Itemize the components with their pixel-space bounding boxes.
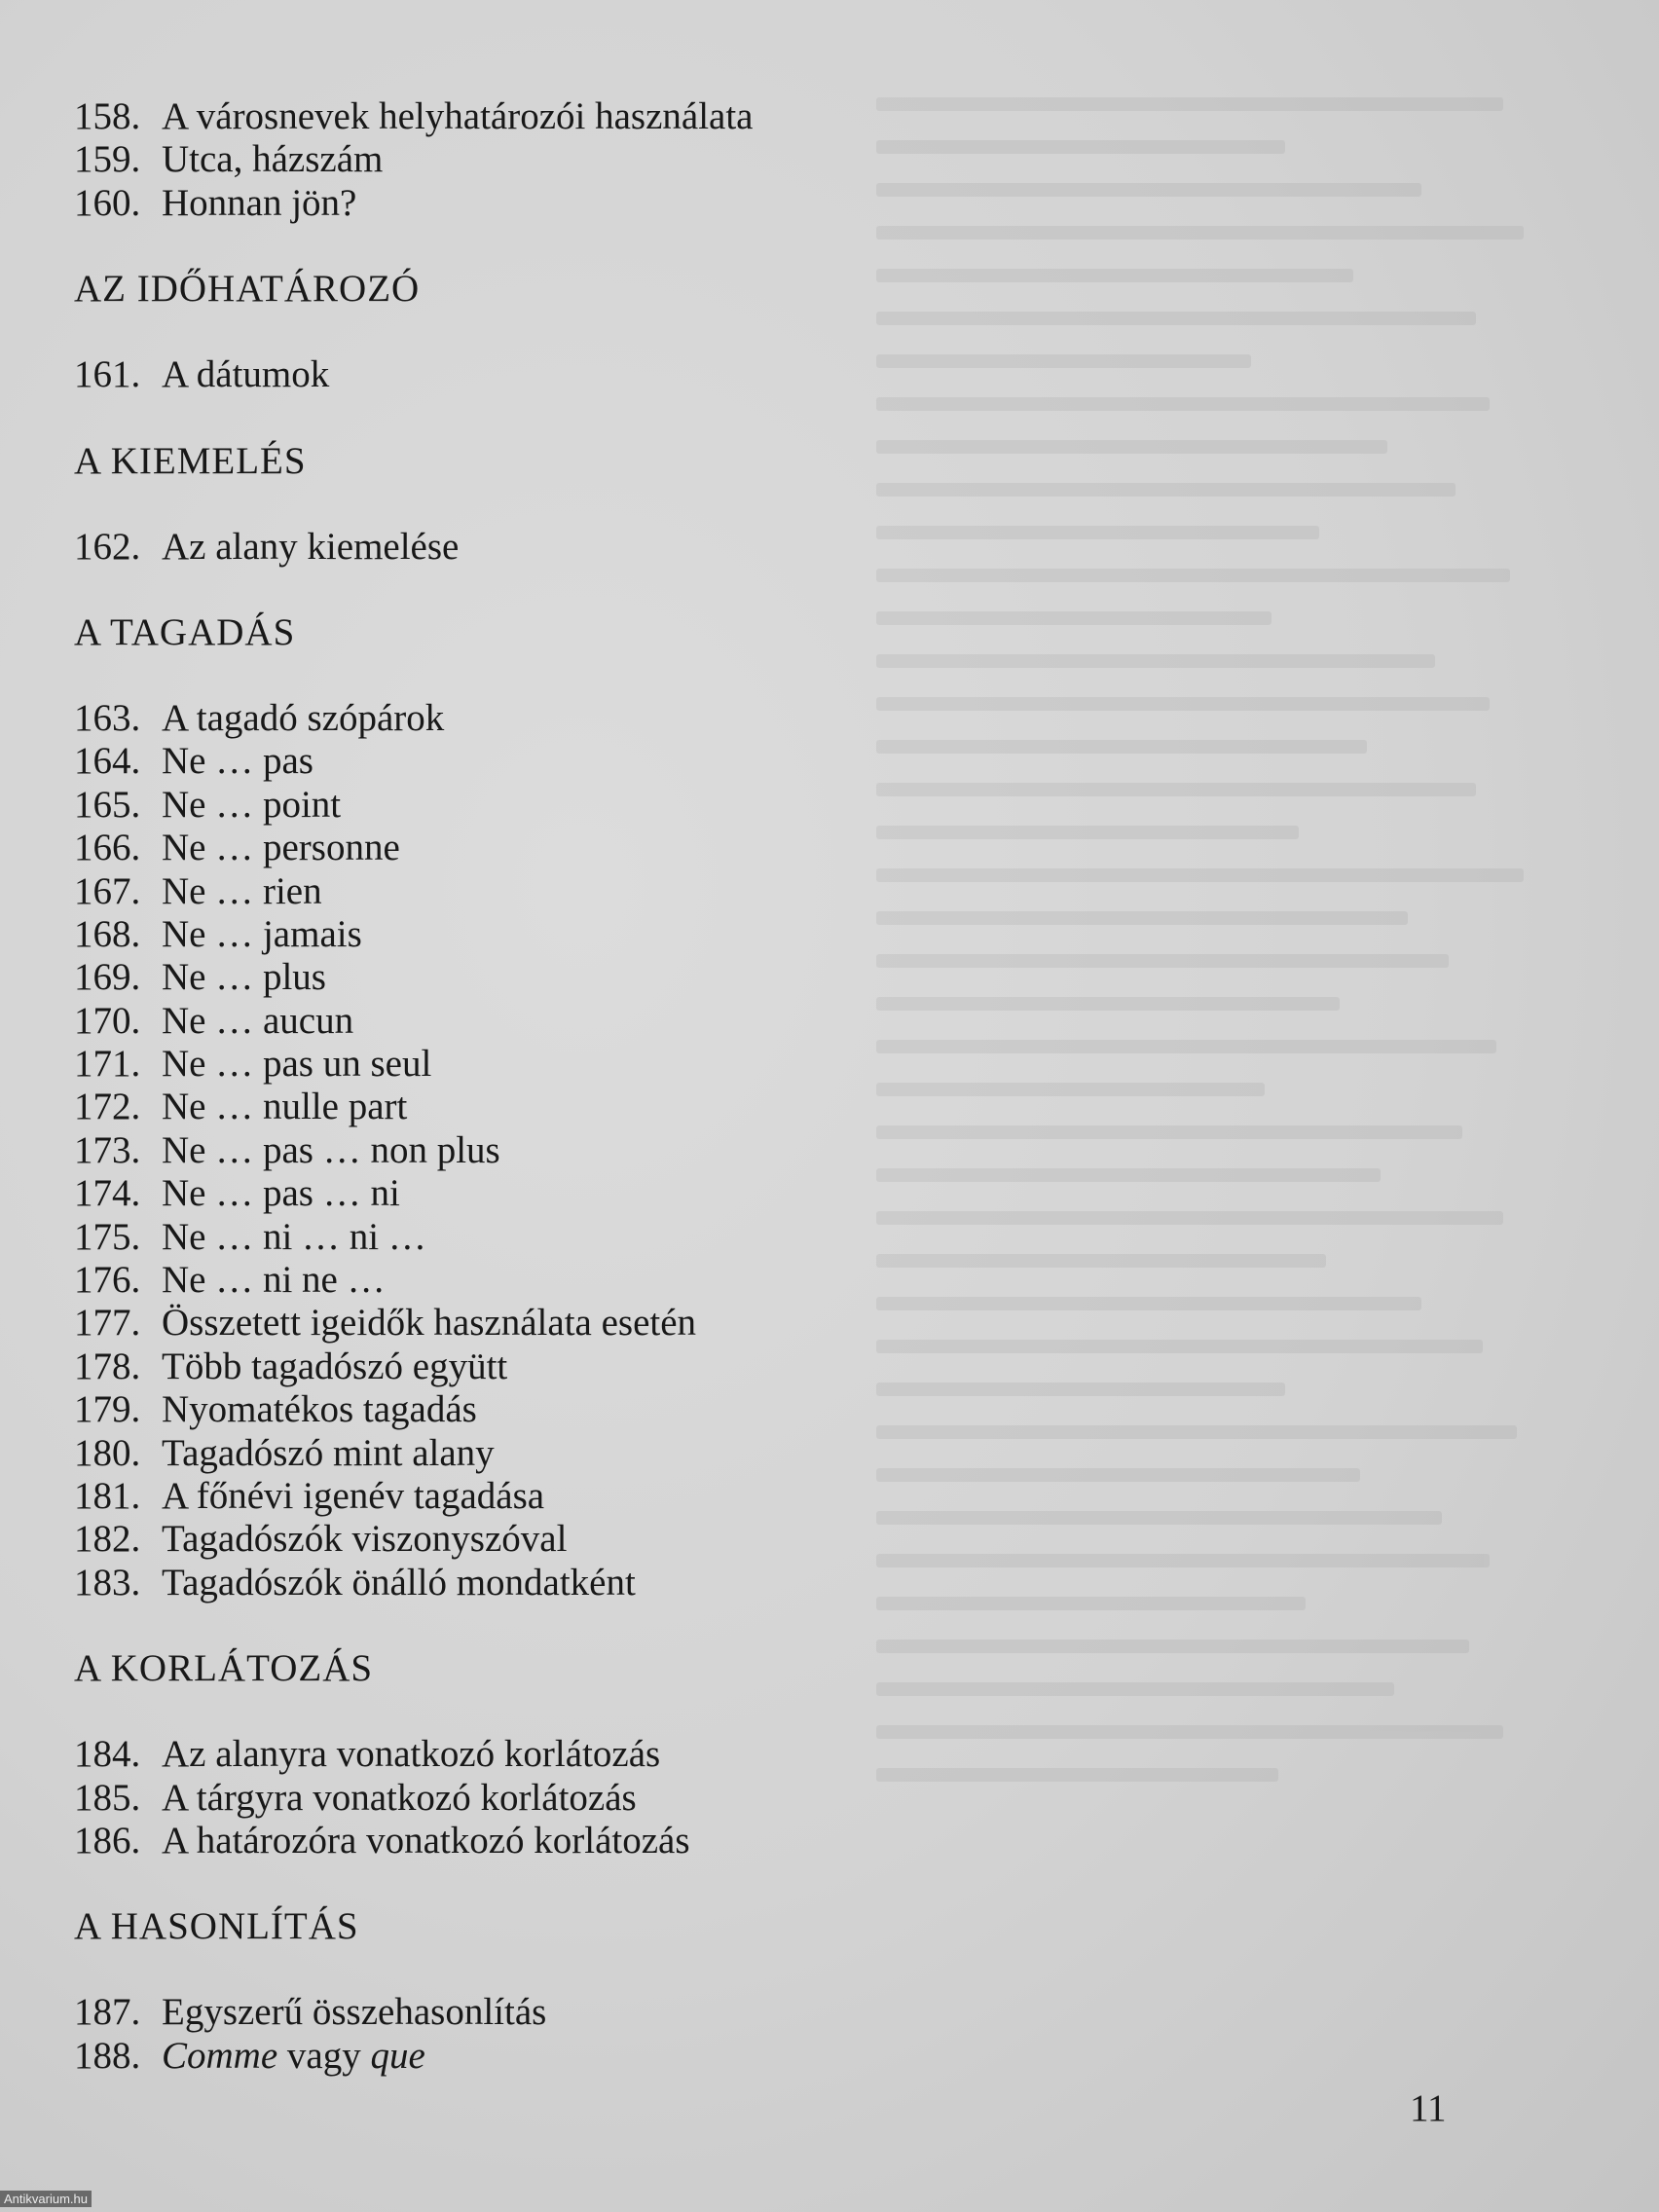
table-of-contents (74, 95, 1534, 2078)
entry-number: 181. (74, 1474, 141, 1517)
entry-number: 160. (74, 181, 141, 224)
toc-entry (74, 1259, 1534, 1302)
toc-entry (74, 1518, 1534, 1561)
section-heading: A KIEMELÉS (74, 439, 307, 482)
entry-number: 167. (74, 869, 141, 912)
entry-number: 159. (74, 138, 141, 181)
entry-title: Ne … pas (162, 740, 313, 783)
section-heading: A HASONLÍTÁS (74, 1905, 359, 1948)
section-heading: AZ IDŐHATÁROZÓ (74, 268, 421, 311)
entry-number: 174. (74, 1172, 141, 1215)
entry-number: 162. (74, 525, 141, 568)
entry-title: A városnevek helyhatározói használata (162, 95, 754, 137)
page-number: 11 (1410, 2087, 1447, 2129)
entry-title: Ne … ni ne … (162, 1259, 386, 1302)
toc-entry (74, 1562, 1534, 1604)
entry-title: Tagadószó mint alany (162, 1431, 495, 1474)
entry-number: 161. (74, 353, 141, 396)
entry-number: 173. (74, 1128, 141, 1171)
entry-title: Összetett igeidők használata esetén (162, 1302, 697, 1345)
entry-title: Utca, házszám (162, 138, 384, 181)
entry-title: Ne … pas un seul (162, 1043, 432, 1086)
toc-entry (74, 1129, 1534, 1172)
entry-number: 178. (74, 1345, 141, 1387)
entry-number: 164. (74, 740, 141, 783)
section-heading: A TAGADÁS (74, 610, 296, 653)
entry-title: A dátumok (162, 353, 330, 396)
entry-title: A tagadó szópárok (162, 696, 445, 739)
entry-number: 186. (74, 1819, 141, 1862)
entry-number: 165. (74, 783, 141, 826)
entry-title: Az alanyra vonatkozó korlátozás (162, 1733, 661, 1776)
entry-title: Ne … point (162, 783, 342, 826)
entry-number: 180. (74, 1431, 141, 1474)
entry-number: 182. (74, 1518, 141, 1561)
toc-entry (74, 1991, 1534, 2034)
toc-entry (74, 784, 1534, 827)
toc-entry (74, 1820, 1534, 1862)
entry-number: 175. (74, 1215, 141, 1258)
entry-number: 172. (74, 1086, 141, 1128)
entry-number: 168. (74, 912, 141, 955)
entry-title: Ne … pas … non plus (162, 1128, 500, 1171)
entry-number: 188. (74, 2034, 141, 2077)
entry-number: 184. (74, 1733, 141, 1776)
entry-title: Ne … jamais (162, 912, 362, 955)
toc-entry (74, 1432, 1534, 1475)
entry-title: A határozóra vonatkozó korlátozás (162, 1819, 690, 1862)
entry-number: 169. (74, 956, 141, 999)
italic-term: que (370, 2034, 425, 2077)
toc-entry (74, 1302, 1534, 1345)
toc-section (74, 95, 1534, 225)
entry-title: Ne … aucun (162, 999, 354, 1042)
entry-number: 177. (74, 1302, 141, 1345)
toc-entry (74, 1043, 1534, 1086)
toc-entry (74, 182, 1534, 225)
toc-entry (74, 138, 1534, 181)
toc-entry (74, 95, 1534, 138)
toc-entry (74, 1086, 1534, 1128)
entry-number: 187. (74, 1991, 141, 2034)
section-heading: A KORLÁTOZÁS (74, 1647, 374, 1690)
entry-title: Tagadószók viszonyszóval (162, 1518, 568, 1561)
toc-entry (74, 2035, 1534, 2078)
toc-entry (74, 1346, 1534, 1388)
toc-entry (74, 1388, 1534, 1431)
entry-title: Egyszerű összehasonlítás (162, 1991, 547, 2034)
entry-title: Az alany kiemelése (162, 525, 460, 568)
toc-entry (74, 526, 1534, 569)
italic-term: Comme (162, 2034, 278, 2077)
entry-title: A tárgyra vonatkozó korlátozás (162, 1776, 637, 1819)
toc-entry (74, 740, 1534, 783)
toc-entry (74, 1475, 1534, 1518)
entry-title: Ne … plus (162, 956, 326, 999)
entry-number: 170. (74, 999, 141, 1042)
toc-entry (74, 1172, 1534, 1215)
entry-number: 163. (74, 696, 141, 739)
entry-title: Nyomatékos tagadás (162, 1388, 477, 1431)
toc-entry (74, 913, 1534, 956)
entry-title: Ne … ni … ni … (162, 1215, 426, 1258)
entry-title: Honnan jön? (162, 181, 357, 224)
toc-entry (74, 956, 1534, 999)
watermark: Antikvarium.hu (0, 2191, 92, 2207)
toc-entry (74, 1216, 1534, 1259)
entry-title: Több tagadószó együtt (162, 1345, 508, 1387)
entry-title: Tagadószók önálló mondatként (162, 1561, 636, 1604)
entry-title: Ne … pas … ni (162, 1172, 400, 1215)
entry-title: Ne … personne (162, 827, 400, 869)
toc-entry (74, 1000, 1534, 1043)
toc-entry (74, 870, 1534, 913)
toc-entry (74, 697, 1534, 740)
toc-entry (74, 1733, 1534, 1776)
entry-number: 185. (74, 1776, 141, 1819)
entry-title (162, 2035, 425, 2078)
toc-entry (74, 1777, 1534, 1820)
entry-number: 183. (74, 1561, 141, 1604)
entry-number: 176. (74, 1259, 141, 1302)
entry-number: 166. (74, 827, 141, 869)
toc-entry (74, 827, 1534, 869)
toc-entry (74, 353, 1534, 396)
entry-number: 158. (74, 95, 141, 137)
entry-number: 179. (74, 1388, 141, 1431)
entry-title: Ne … rien (162, 869, 322, 912)
entry-number: 171. (74, 1043, 141, 1086)
entry-title: A főnévi igenév tagadása (162, 1474, 545, 1517)
entry-connector: vagy (277, 2034, 371, 2077)
entry-title: Ne … nulle part (162, 1086, 408, 1128)
